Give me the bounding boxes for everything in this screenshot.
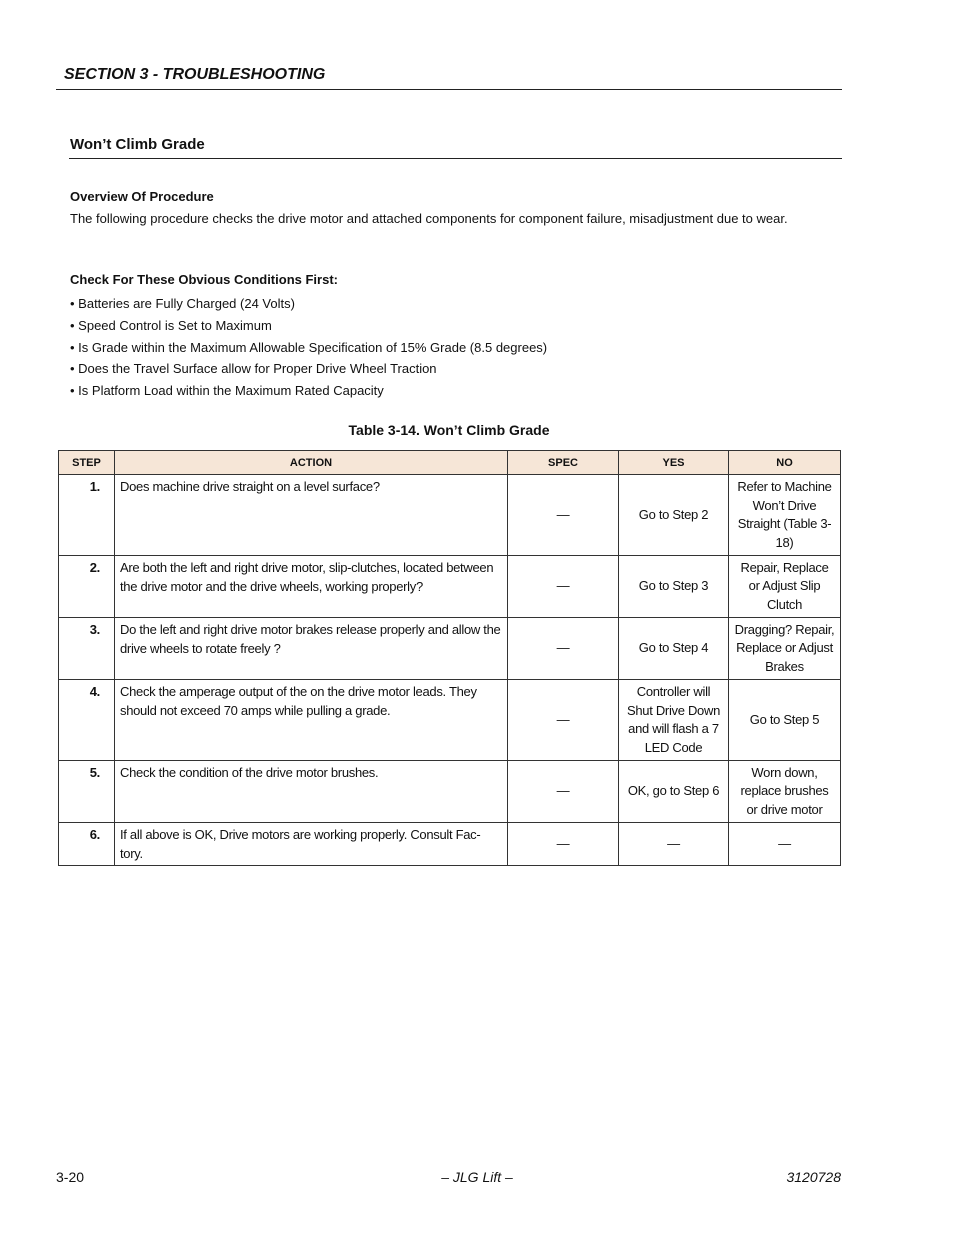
checks-list-item: • Is Platform Load within the Maximum Rated Capacity (70, 380, 547, 402)
table-row (59, 761, 841, 823)
action-cell: Does machine drive straight on a level surface? (115, 475, 508, 556)
no-cell: — (729, 823, 841, 866)
table-row (59, 618, 841, 680)
overview-heading: Overview Of Procedure (70, 189, 214, 204)
table-caption: Table 3-14. Won’t Climb Grade (348, 422, 550, 438)
title-divider (69, 158, 842, 159)
checks-heading: Check For These Obvious Conditions First: (70, 272, 338, 287)
yes-cell: Go to Step 4 (619, 618, 729, 680)
yes-cell: Controller will Shut Drive Down and will flash a 7 LED Code (619, 680, 729, 761)
checks-list (70, 293, 547, 402)
action-cell: If all above is OK, Drive motors are working properly. Consult Fac-tory. (115, 823, 508, 866)
spec-cell: — (508, 761, 619, 823)
table-header-row (59, 451, 841, 475)
section-divider (56, 89, 842, 90)
no-cell: Go to Step 5 (729, 680, 841, 761)
table-row (59, 556, 841, 618)
column-header-action: ACTION (115, 451, 508, 475)
yes-cell: OK, go to Step 6 (619, 761, 729, 823)
spec-cell: — (508, 556, 619, 618)
no-cell: Dragging? Repair, Replace or Adjust Brakes (729, 618, 841, 680)
column-header-spec: SPEC (508, 451, 619, 475)
overview-text: The following procedure checks the drive motor and attached components for component failure, misadjustment due to wear. (70, 211, 788, 226)
step-cell: 1. (59, 475, 115, 556)
column-header-step: STEP (59, 451, 115, 475)
action-cell: Are both the left and right drive motor, slip-clutches, located between the drive motor and the drive wheels, working properly? (115, 556, 508, 618)
step-cell: 6. (59, 823, 115, 866)
troubleshooting-table (58, 450, 841, 866)
checks-list-item: • Batteries are Fully Charged (24 Volts) (70, 293, 547, 315)
column-header-yes: YES (619, 451, 729, 475)
spec-cell: — (508, 475, 619, 556)
checks-list-item: • Is Grade within the Maximum Allowable Specification of 15% Grade (8.5 degrees) (70, 337, 547, 359)
yes-cell: Go to Step 3 (619, 556, 729, 618)
page-title: Won’t Climb Grade (70, 136, 205, 153)
table-row (59, 680, 841, 761)
yes-cell: Go to Step 2 (619, 475, 729, 556)
table-row (59, 823, 841, 866)
no-cell: Refer to Machine Won’t Drive Straight (Table 3-18) (729, 475, 841, 556)
step-cell: 2. (59, 556, 115, 618)
action-cell: Do the left and right drive motor brakes release properly and allow the drive wheels to rotate freely ? (115, 618, 508, 680)
footer-brand: – JLG Lift – (441, 1169, 513, 1185)
step-cell: 4. (59, 680, 115, 761)
action-cell: Check the condition of the drive motor brushes. (115, 761, 508, 823)
page-number: 3-20 (56, 1169, 85, 1185)
action-cell: Check the amperage output of the on the drive motor leads. They should not exceed 70 amps while pulling a grade. (115, 680, 508, 761)
checks-list-item: • Does the Travel Surface allow for Proper Drive Wheel Traction (70, 358, 547, 380)
checks-list-item: • Speed Control is Set to Maximum (70, 315, 547, 337)
spec-cell: — (508, 823, 619, 866)
document-number: 3120728 (786, 1169, 841, 1185)
column-header-no: NO (729, 451, 841, 475)
spec-cell: — (508, 618, 619, 680)
section-header: SECTION 3 - TROUBLESHOOTING (64, 66, 326, 83)
step-cell: 3. (59, 618, 115, 680)
no-cell: Repair, Replace or Adjust Slip Clutch (729, 556, 841, 618)
spec-cell: — (508, 680, 619, 761)
table-row (59, 475, 841, 556)
yes-cell: — (619, 823, 729, 866)
step-cell: 5. (59, 761, 115, 823)
no-cell: Worn down, replace brushes or drive motor (729, 761, 841, 823)
